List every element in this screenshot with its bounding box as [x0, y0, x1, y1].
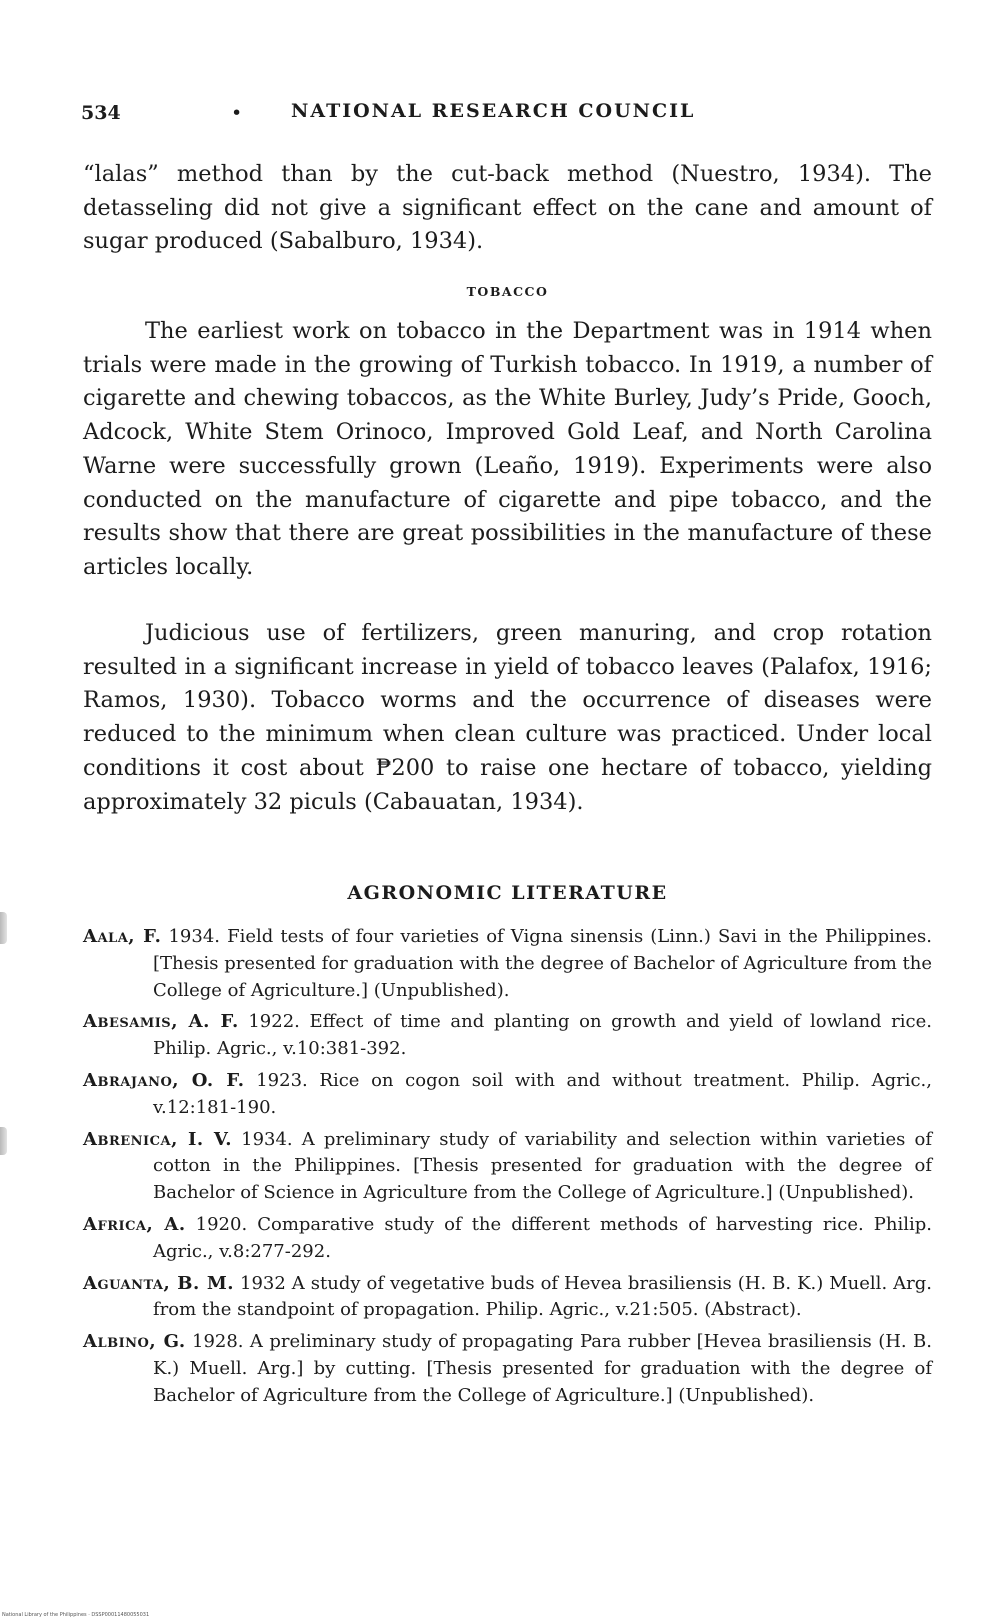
reference-author: Abrenica, I. V. [83, 1128, 232, 1150]
tobacco-paragraph-1: The earliest work on tobacco in the Department was in 1914 when trials were made in the growing of Turkish tobacco. In 1919, a number of cigarette and chewing tobaccos, as the White Burley, Judy’s Pride, Gooch, Adcock, White Stem Orinoco, Improved Gold Leaf, and North Carolina Warne were successfully grown (Leaño, 1919). Experiments were also conducted on the manufacture of cigarette and pipe tobacco, and the results show that there are great possibilities in the manufacture of these articles locally. [83, 318, 932, 580]
reference-entry [83, 1329, 932, 1409]
reference-entry [83, 1212, 932, 1266]
reference-list [83, 924, 932, 1415]
reference-author: Abrajano, O. F. [83, 1069, 245, 1091]
reference-author: Aguanta, B. M. [83, 1272, 235, 1294]
intro-paragraph: “lalas” method than by the cut-back method (Nuestro, 1934). The detasseling did not give a significant effect on the cane and amount of sugar produced (Sabalburo, 1934). [83, 161, 932, 255]
tobacco-paragraph-2: Judicious use of fertilizers, green manuring, and crop rotation resulted in a significant increase in yield of tobacco leaves (Palafox, 1916; Ramos, 1930). Tobacco worms and the occurrence of diseases were reduced to the minimum when clean culture was practiced. Under local conditions it cost about ₱200 to raise one hectare of tobacco, yielding approximately 32 piculs (Cabauatan, 1934). [83, 620, 932, 815]
reference-entry [83, 1009, 932, 1063]
reference-entry [83, 924, 932, 1004]
reference-text: 1934. Field tests of four varieties of Vigna sinensis (Linn.) Savi in the Philippines. [Thesis presented for graduation with the degree of Bachelor of Agriculture from the College of Agriculture.] (Unpublished). [153, 926, 932, 1001]
archive-stamp: National Library of the Philippines · DSSP00011480055031 [2, 1612, 150, 1618]
reference-author: Aala, F. [83, 926, 162, 947]
reference-text: 1922. Effect of time and planting on growth and yield of lowland rice. Philip. Agric., v.10:381-392. [153, 1011, 932, 1060]
reference-text: 1934. A preliminary study of variability and selection within varieties of cotton in the Philippines. [Thesis presented for graduation with the degree of Bachelor of Science in Agriculture from the College of Agriculture.] (Unpublished). [153, 1128, 932, 1204]
page-number: 534 [81, 102, 121, 124]
running-head [81, 100, 931, 130]
tobacco-heading: TOBACCO [466, 284, 549, 299]
reference-author: Africa, A. [83, 1213, 186, 1235]
reference-text: 1920. Comparative study of the different methods of harvesting rice. Philip. Agric., v.8:277-292. [153, 1213, 932, 1262]
running-head-title: NATIONAL RESEARCH COUNCIL [291, 100, 696, 122]
scan-edge-mark [0, 1127, 7, 1155]
agronomic-literature-heading: AGRONOMIC LITERATURE [347, 882, 668, 904]
reference-author: Abesamis, A. F. [83, 1011, 239, 1033]
header-bullet: • [231, 102, 245, 124]
reference-entry [83, 1068, 932, 1122]
scan-edge-mark [0, 912, 7, 944]
reference-author: Albino, G. [83, 1331, 186, 1353]
reference-text: 1932 A study of vegetative buds of Hevea brasiliensis (H. B. K.) Muell. Arg. from the standpoint of propagation. Philip. Agric., v.21:505. (Abstract). [153, 1272, 932, 1321]
reference-text: 1923. Rice on cogon soil with and without treatment. Philip. Agric., v.12:181-190. [153, 1069, 932, 1118]
reference-entry [83, 1271, 932, 1325]
reference-text: 1928. A preliminary study of propagating Para rubber [Hevea brasiliensis (H. B. K.) Muell. Arg.] by cutting. [Thesis presented for graduation with the degree of Bachelor of Agriculture from the College of Agriculture.] (Unpublished). [153, 1331, 932, 1406]
reference-entry [83, 1127, 932, 1207]
